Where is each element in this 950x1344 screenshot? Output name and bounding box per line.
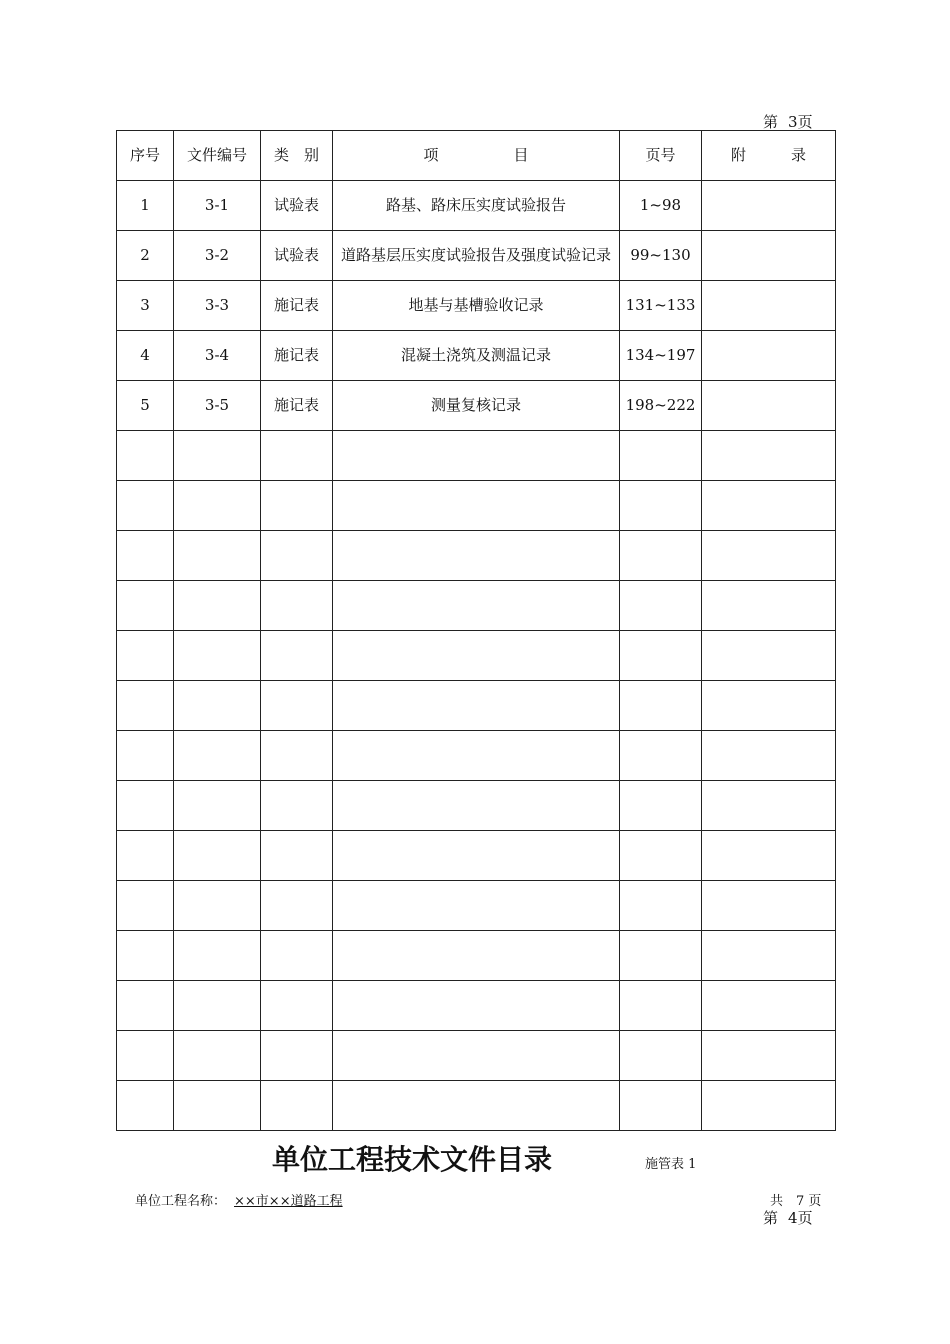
- cell-no: 3: [117, 281, 174, 331]
- cell-code: 3-4: [174, 331, 261, 381]
- page-suffix: 页: [797, 1209, 813, 1227]
- cell-category: 施记表: [261, 281, 333, 331]
- table-row: [117, 331, 836, 381]
- total-pages: 共 7 页: [770, 1194, 822, 1209]
- empty-row: [117, 931, 836, 981]
- cell-no: 2: [117, 231, 174, 281]
- cell-note: [702, 231, 836, 281]
- cell-note: [702, 281, 836, 331]
- cell-code: 3-5: [174, 381, 261, 431]
- empty-row: [117, 781, 836, 831]
- cell-note: [702, 181, 836, 231]
- form-code: 施管表 1: [645, 1157, 697, 1172]
- cell-category: 试验表: [261, 231, 333, 281]
- cell-no: 5: [117, 381, 174, 431]
- cell-code: 3-1: [174, 181, 261, 231]
- header-no: 序号: [117, 131, 174, 181]
- cell-category: 施记表: [261, 381, 333, 431]
- empty-row: [117, 681, 836, 731]
- unit-name: [135, 1190, 343, 1209]
- unit-name-label: 单位工程名称：: [135, 1194, 227, 1209]
- cell-category: 试验表: [261, 181, 333, 231]
- page-prefix: 第: [763, 1209, 779, 1227]
- empty-row: [117, 531, 836, 581]
- cell-pages: 134~197: [620, 331, 702, 381]
- header-category: 类 别: [261, 131, 333, 181]
- header-pages: 页号: [620, 131, 702, 181]
- cell-item: 道路基层压实度试验报告及强度试验记录: [333, 231, 620, 281]
- page-prefix: 第: [763, 113, 779, 131]
- empty-row: [117, 981, 836, 1031]
- cell-item: 路基、路床压实度试验报告: [333, 181, 620, 231]
- empty-row: [117, 881, 836, 931]
- cell-note: [702, 381, 836, 431]
- page-number-top: [763, 111, 813, 132]
- empty-row: [117, 481, 836, 531]
- table-row: [117, 181, 836, 231]
- cell-code: 3-3: [174, 281, 261, 331]
- cell-pages: 198~222: [620, 381, 702, 431]
- header-row: [117, 131, 836, 181]
- cell-code: 3-2: [174, 231, 261, 281]
- cell-item: 混凝土浇筑及测温记录: [333, 331, 620, 381]
- cell-category: 施记表: [261, 331, 333, 381]
- page-number: 3: [788, 113, 798, 131]
- header-note: 附 录: [702, 131, 836, 181]
- cell-pages: 99~130: [620, 231, 702, 281]
- document-title: 单位工程技术文件目录: [272, 1143, 553, 1176]
- cell-item: 测量复核记录: [333, 381, 620, 431]
- empty-row: [117, 1031, 836, 1081]
- catalog-table: [116, 130, 836, 1131]
- cell-note: [702, 331, 836, 381]
- page-number: 4: [788, 1209, 798, 1227]
- header-item: 项 目: [333, 131, 620, 181]
- empty-row: [117, 431, 836, 481]
- empty-row: [117, 831, 836, 881]
- cell-no: 1: [117, 181, 174, 231]
- cell-no: 4: [117, 331, 174, 381]
- table-row: [117, 231, 836, 281]
- cell-item: 地基与基槽验收记录: [333, 281, 620, 331]
- table-row: [117, 381, 836, 431]
- header-code: 文件编号: [174, 131, 261, 181]
- cell-pages: 1~98: [620, 181, 702, 231]
- empty-row: [117, 631, 836, 681]
- table-row: [117, 281, 836, 331]
- unit-name-value: ××市××道路工程: [234, 1194, 343, 1209]
- cell-pages: 131~133: [620, 281, 702, 331]
- empty-row: [117, 731, 836, 781]
- page-suffix: 页: [797, 113, 813, 131]
- empty-row: [117, 581, 836, 631]
- page-number-bottom: [763, 1207, 813, 1228]
- empty-row: [117, 1081, 836, 1131]
